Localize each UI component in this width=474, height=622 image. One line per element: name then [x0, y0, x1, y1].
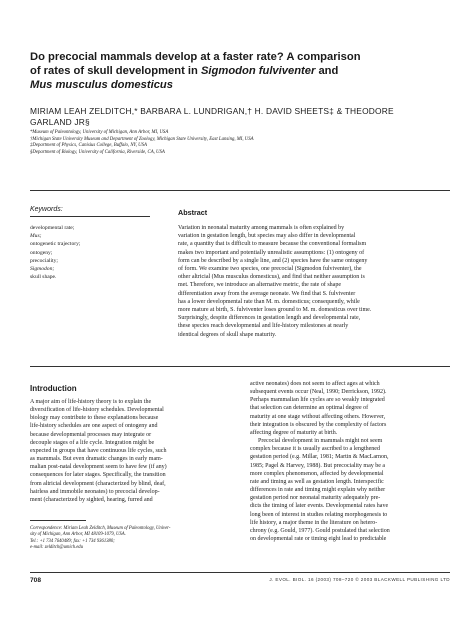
correspondence-line: Correspondence: Miriam Leah Zelditch, Museum of Paleontology, Univer- — [30, 526, 171, 531]
intro-line: dicts the timing of later events. Developmental rates have — [250, 503, 389, 510]
intro-line: long been of interest in studies relating morphogenesis to — [250, 511, 388, 518]
intro-line: their integration is obscured by the complexity of factors — [250, 421, 387, 428]
title-line-1: Do precocial mammals develop at a faster rate? A comparison — [30, 51, 361, 63]
intro-line: from altricial development (characterized by blind, deaf, — [30, 480, 166, 487]
affiliation: †Michigan State University Museum and Department of Zoology, Michigan State University, East Lansing, MI, USA — [30, 136, 254, 142]
intro-line: chrony (e.g. Gould, 1977). Gould postulated that selection — [250, 527, 390, 534]
intro-line: as mammals. But even dramatic changes in early mam- — [30, 456, 163, 463]
abstract-line: identical degrees of skull shape maturity. — [178, 331, 277, 338]
footer-rule — [30, 572, 450, 573]
article-title — [30, 50, 450, 92]
intro-line: affecting degree of maturity at birth. — [250, 429, 338, 436]
abstract-line: of form. We examine two species, one precocial (Sigmodon fulviventer), the — [178, 266, 362, 273]
intro-line: because developmental processes may integrate or — [30, 431, 152, 438]
keywords-list — [30, 224, 80, 281]
intro-column-1 — [30, 398, 230, 504]
intro-line: that selection can determine an optimal degree of — [250, 405, 369, 412]
section-divider — [30, 366, 450, 367]
abstract-line: Variation in neonatal maturity among mammals is often explained by — [178, 225, 345, 231]
abstract-line: more mature at birth, S. fulviventer loses ground to M. m. domesticus over time. — [178, 307, 372, 314]
title-line-3 — [30, 78, 450, 92]
abstract-heading: Abstract — [178, 208, 208, 217]
correspondence-line: sity of Michigan, Ann Arbor, MI 48109-1079, USA. — [30, 532, 126, 538]
title-line-2-prefix: of rates of skull development in — [30, 65, 201, 77]
intro-line: life history, a major theme in the literature on hetero- — [250, 519, 378, 526]
abstract-body — [178, 224, 450, 339]
intro-line: biology may contribute to these explanations because — [30, 415, 159, 422]
footnote-rule — [30, 520, 86, 521]
abstract-line: variation in gestation length, but species may also differ in developmental — [178, 233, 356, 240]
intro-line: active neonates) does not seem to affect ages at which — [250, 381, 380, 387]
abstract-line: differentiation away from the average neonate. We find that S. fulviventer — [178, 290, 356, 297]
intro-line: ment (characterized by sighted, hearing, furred and — [30, 496, 153, 503]
intro-line: Perhaps mammalian life cycles are so weakly integrated — [250, 397, 385, 404]
keyword-item: Mus; — [30, 233, 42, 240]
abstract-line: met. Therefore, we introduce an alternative metric, the rate of shape — [178, 282, 341, 289]
keyword-item: Sigmodon; — [30, 266, 55, 273]
intro-line: gestation period nor neonatal maturity adequately pre- — [250, 495, 381, 502]
authors-line-1: MIRIAM LEAH ZELDITCH,* BARBARA L. LUNDRIGAN,† H. DAVID SHEETS‡ & THEODORE — [30, 106, 394, 116]
intro-line: hairless and immobile neonates) to precocial develop- — [30, 488, 160, 495]
abstract-line: form can be described by a single line, and (2) species have the same ontogeny — [178, 257, 368, 264]
intro-line: gestation period (e.g. Millar, 1981; Martin & MacLarnon, — [250, 454, 389, 461]
abstract-line: has a lower developmental rate than M. m. domesticus; consequently, while — [178, 298, 360, 305]
intro-line: decouple stages of a life cycle. Integration might be — [30, 439, 155, 446]
keyword-item: ontogeny; — [30, 249, 53, 256]
affiliation: ‡Department of Physics, Canisius College, Buffalo, NY, USA — [30, 143, 147, 149]
page-number: 708 — [30, 577, 42, 584]
author-list — [30, 106, 450, 128]
affiliation: *Museum of Paleontology, University of Michigan, Ann Arbor, MI, USA — [30, 130, 169, 135]
title-species-2: Mus musculus domesticus — [30, 79, 173, 91]
section-divider — [30, 190, 450, 191]
journal-citation: J. EVOL. BIOL. 16 (2003) 708–720 © 2003 BLACKWELL PUBLISHING LTD — [269, 577, 450, 582]
intro-line: expected in groups that have continuous life cycles, such — [30, 447, 167, 454]
title-line-2 — [30, 64, 450, 78]
intro-line: Precocial development in mammals might not seem — [258, 438, 383, 445]
title-species-1: Sigmodon fulviventer — [200, 65, 316, 77]
intro-line: malian post-natal development seem to have few (if any) — [30, 464, 167, 471]
keyword-item: precociality; — [30, 257, 58, 264]
authors-line-2: GARLAND JR§ — [30, 117, 90, 127]
introduction-heading: Introduction — [30, 384, 77, 393]
keyword-item: ontogenetic trajectory; — [30, 241, 81, 248]
abstract-line: rate, a quantity that is difficult to measure because the conventional formalism — [178, 241, 367, 248]
intro-line: maturity at one stage without affecting others. However, — [250, 413, 386, 420]
affiliations — [30, 130, 460, 156]
intro-line: subsequent events occur (Neal, 1990; Derrickson, 1992). — [250, 389, 387, 396]
intro-line: differences in rate and timing might explain why neither — [250, 487, 386, 494]
intro-line: more complex phenomenon, affected by developmental — [250, 470, 384, 477]
intro-line: 1985; Pagel & Harvey, 1988). But precociality may be a — [250, 462, 386, 469]
keyword-item: skull shape. — [30, 274, 57, 281]
intro-line: diversification of life-history schedules. Developmental — [30, 407, 164, 414]
intro-line: consequences for later stages. Specifically, the transition — [30, 472, 166, 479]
keyword-item: developmental rate; — [30, 225, 75, 231]
keywords-heading: Keywords: — [30, 206, 63, 213]
intro-line: A major aim of life-history theory is to explain the — [30, 399, 152, 405]
intro-line: complex because it is usually ascribed to a lengthened — [250, 446, 380, 453]
intro-line: on developmental rate or timing eight lead to predictable — [250, 535, 387, 542]
correspondence-line: e-mail: zelditch@umich.edu — [30, 545, 83, 551]
abstract-line: makes two important and potentially unrealistic assumptions: (1) ontogeny of — [178, 249, 365, 256]
keywords-rule — [30, 216, 150, 217]
correspondence-line: Tel.: +1 734 7640489; fax: +1 734 9361380; — [30, 538, 115, 544]
title-line-2-suffix: and — [315, 65, 339, 77]
abstract-line: Surprisingly, despite differences in gestation length and developmental rate, — [178, 315, 361, 322]
affiliation: §Department of Biology, University of California, Riverside, CA, USA — [30, 149, 165, 155]
intro-line: rate and timing as well as gestation length. Interspecific — [250, 478, 384, 485]
abstract-line: other altricial (Mus musculus domesticus), and find that neither assumption is — [178, 274, 365, 281]
correspondence-note — [30, 526, 230, 552]
intro-column-2 — [250, 380, 450, 543]
intro-line: life-history schedules are one aspect of ontogeny and — [30, 423, 158, 430]
abstract-line: these species reach developmental and life-history milestones at nearly — [178, 323, 349, 330]
